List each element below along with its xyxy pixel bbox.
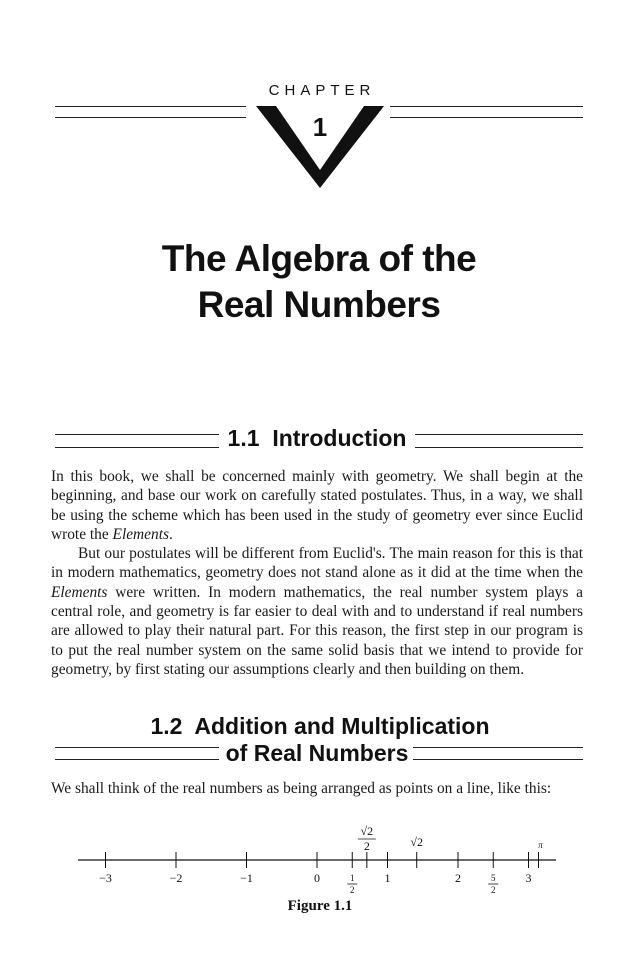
chapter-title <box>60 236 578 328</box>
section1-rule-left-top <box>55 434 219 435</box>
upper-label-denominator: 2 <box>363 839 370 853</box>
section2-rule-right-bottom <box>413 759 583 760</box>
tick-label: −3 <box>99 871 112 885</box>
tick-label-numerator: 1 <box>350 873 355 883</box>
elements-emphasis: Elements <box>112 525 169 543</box>
tick-label-denominator: 2 <box>350 885 355 895</box>
chapter-title-line1: The Algebra of the <box>161 238 477 279</box>
section2-rule-left-top <box>55 747 219 748</box>
section2-body <box>51 779 583 798</box>
upper-label: √2 <box>410 835 423 849</box>
section1-paragraph1: In this book, we shall be concerned mainly with geometry. We shall begin at the beginning, and base our work on carefully stated postulates. Thus, in a way, we shall be using the scheme which has been used in the study of geometry ever since Euclid wrote the Elements. <box>51 468 583 543</box>
chapter-number: 1 <box>312 112 328 142</box>
tick-label-numerator: 5 <box>491 873 496 883</box>
figure-caption: Figure 1.1 <box>287 898 353 914</box>
section1-rule-right-bottom <box>415 447 583 448</box>
number-line-figure <box>0 820 638 896</box>
section1-rule-right-top <box>415 434 583 435</box>
tick-label: 0 <box>314 871 320 885</box>
tick-label: 2 <box>455 871 461 885</box>
section2-title-line1: Addition and Multiplication <box>194 713 490 739</box>
chapter-label: CHAPTER <box>268 82 376 99</box>
header-rule-right-bottom <box>390 117 583 118</box>
section1-title: Introduction <box>272 425 407 451</box>
tick-label: −1 <box>240 871 253 885</box>
section1-heading <box>220 425 414 452</box>
tick-label: 1 <box>384 871 391 885</box>
elements-emphasis: Elements <box>51 583 108 601</box>
section1-paragraph2: But our postulates will be different from Euclid's. The main reason for this is that in modern mathematics, geometry does not stand alone as it did at the time when the Elements were written. In modern mathematics, the real number system plays a central role, and geometry is far easier to deal with and to understand if real numbers are allowed to play their natural part. For this reason, the first step in our program is to put the real number system on the same solid basis that we intend to provide for geometry, by first stating our assumptions clearly and then building on them. <box>51 545 583 678</box>
section2-paragraph1: We shall think of the real numbers as being arranged as points on a line, like this: <box>51 780 552 797</box>
header-rule-left-top <box>55 106 246 107</box>
chapter-title-line2: Real Numbers <box>197 284 441 325</box>
section1-body <box>51 467 583 679</box>
upper-label-numerator: √2 <box>360 824 374 838</box>
section2-rule-left-bottom <box>55 759 219 760</box>
header-rule-right-top <box>390 106 583 107</box>
section2-title-line2: of Real Numbers <box>225 740 409 766</box>
section2-heading-line1 <box>120 713 520 740</box>
tick-label-denominator: 2 <box>491 885 496 895</box>
tick-label: 3 <box>525 871 532 885</box>
upper-label: π <box>538 840 543 850</box>
header-rule-left-bottom <box>55 117 246 118</box>
section1-number: 1.1 <box>227 425 260 451</box>
tick-label: −2 <box>169 871 183 885</box>
section2-number: 1.2 <box>150 713 183 739</box>
section1-rule-left-bottom <box>55 447 219 448</box>
section2-rule-right-top <box>413 747 583 748</box>
